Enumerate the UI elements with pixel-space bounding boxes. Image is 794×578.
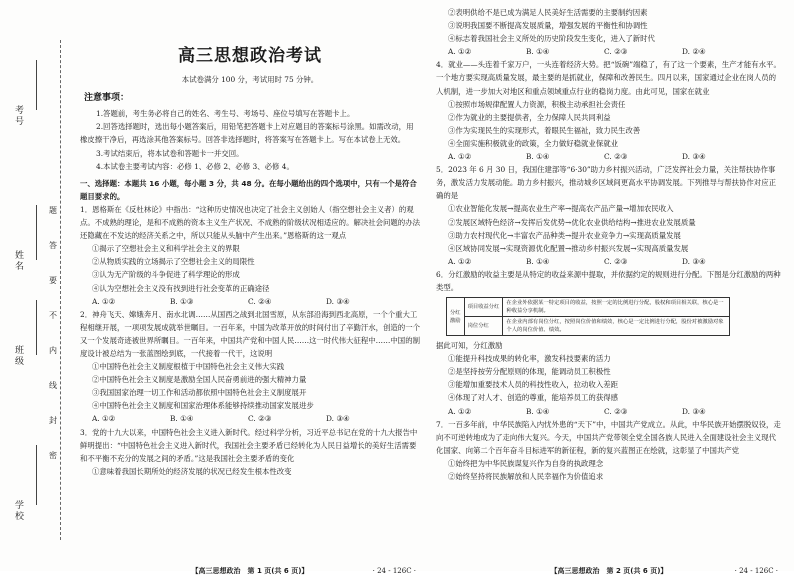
- seal-char-2: 要: [49, 276, 57, 285]
- q1-stem: 1．恩格斯在《反杜林论》中指出：“这种历史情况也决定了社会主义创始人（指空想社会主义者）的观点。不成熟的理论，是和不成熟的资本主义生产状况、不成熟的阶级状况相适应的。解决社会问题的办法还隐藏在不发达的经济关系之中，所以只能从头脑中产生出来。”恩格斯的这一观点: [80, 204, 420, 241]
- q5-ans-d: D. ③④: [682, 256, 706, 266]
- q2-stem: 2．神舟飞天、嫦娥奔月、南水北调……从国西之战到北国雪原，从东部沿海到西北高原，一个个重大工程相继开展，一项项发展成就举世瞩目。一百年来，中国为改革开放的时间付出了辛勤汗水，创造的一个又一个发展奇迹被世界所瞩目。一百年来，中国共产党和中国人民……这一时代伟大征程中……中国的制度设计被总结为一张蓝图绘到底，一代接着一代干，这说明: [80, 309, 420, 358]
- q3-opt-1: ①意味着我国长期所处的经济发展的状况已经发生根本性改变: [92, 466, 292, 476]
- right-footer-page: 【高三思想政治 第 2 页(共 6 页)】: [550, 567, 668, 575]
- q2-opt-3: ③我国国家治理一切工作和活动都依照中国特色社会主义制度展开: [92, 388, 307, 398]
- q6-row1-type: 项目收益分红: [464, 298, 503, 317]
- q6-row2-type: 岗位分红: [464, 317, 503, 336]
- q2-opt-2: ②中国特色社会主义制度是激励全国人民奋勇前进的强大精神力量: [92, 375, 307, 385]
- q3-opt-2: ②表明供给不是已成为满足人民美好生活需要的主要制约因素: [448, 8, 648, 17]
- q3-answers: [436, 45, 782, 58]
- q2-opt-4: ④中国特色社会主义制度和国家治理体系能够持续推动国家发展进步: [92, 401, 314, 411]
- q4-opt-2: ②作为就业的主要提供者，全力保障人民共同利益: [448, 112, 611, 122]
- q6-question: 据此可知，分红激励: [436, 341, 503, 351]
- q5-ans-c: C. ②③: [604, 256, 628, 266]
- q6-table-root: 分红 激励: [447, 298, 465, 336]
- seal-char-0: 题: [49, 206, 57, 215]
- q1-opt-4: ④认为空想社会主义没有找到进行社会变革的正确途径: [92, 283, 270, 293]
- q1-opt-2: ②从物质实践的立场揭示了空想社会主义的局限性: [92, 257, 255, 267]
- q5-stem: 5．2023 年 6 月 30 日，我国住建部等“6·30”助力乡村振兴活动，广泛发挥社会力量，关注帮扶协作事务，激发活力发展动能。助力乡村振兴，推动城乡区域间更高水平协调发展。下列推导与帮扶协作对应正确的是: [436, 165, 776, 201]
- q4-opt-3: ③作为实现民生的实现形式，着眼民生福祉，致力民生改善: [448, 125, 641, 135]
- q5-opt-3: ③助力农村现代化→丰富农产品种类→提升农业竞争力→实现高质量发展: [448, 230, 681, 240]
- label-kaohao: 考号: [13, 105, 23, 127]
- q5-answers: [436, 255, 782, 268]
- kaohao-line: [36, 60, 37, 110]
- left-column: [80, 0, 420, 575]
- q1-answers: [80, 295, 420, 308]
- q5-opt-4: ④区域协同发展→实现资源优化配置→推动乡村振兴发展→实现高质量发展: [448, 243, 689, 253]
- q6-ans-a: A. ①②: [448, 406, 472, 416]
- right-footer-code: · 24 - 126C ·: [734, 567, 778, 575]
- binding-strip: [0, 0, 70, 571]
- notice-3: 3.考试结束后，将本试卷和答题卡一并交回。: [96, 148, 244, 158]
- seal-char-1: 答: [49, 241, 57, 250]
- notice-4: 4.本试卷主要考试内容：必修 1、必修 2、必修 3、必修 4。: [96, 161, 294, 171]
- q3-ans-a: A. ①②: [448, 47, 472, 57]
- q4-ans-a: A. ①②: [448, 152, 472, 162]
- q3-ans-d: D. ②④: [682, 47, 706, 57]
- q6-ans-b: B. ①④: [526, 406, 550, 416]
- q2-opt-1: ①中国特色社会主义制度根植于中国特色社会主义伟大实践: [92, 362, 285, 372]
- q3-stem: 3．党的十九大以来，中国特色社会主义进入新时代。经过科学分析，习近平总书记在党的十九大报告中鲜明提出：“中国特色社会主义进入新时代，我国社会主要矛盾已经转化为人民日益增长的美好生活需要和不平衡不充分的发展之间的矛盾。”这是我国社会主要矛盾的变化: [80, 427, 418, 463]
- exam-meta: 本试卷满分 100 分，考试用时 75 分钟。: [181, 75, 319, 85]
- label-xuexiao: 学校: [13, 500, 23, 522]
- banji-line: [36, 300, 37, 355]
- xuexiao-line: [36, 445, 37, 505]
- seal-dashline: [60, 40, 61, 540]
- seal-char-4: 内: [49, 346, 57, 355]
- q2-ans-b: B. ①④: [170, 414, 194, 424]
- q5-opt-1: ①农业智能化发展→提高农业生产率→提高农产品产量→增加农民收入: [448, 204, 674, 214]
- seal-char-3: 不: [49, 311, 57, 320]
- left-footer-code: · 24 - 126C ·: [372, 567, 416, 575]
- q3-opt-3: ③说明我国要不断提高发展质量，增强发展的平衡性和协调性: [448, 21, 648, 31]
- q2-ans-a: A. ①②: [92, 414, 116, 424]
- q4-opt-4: ④全面实施积极就业的政策，全力做好稳就业保就业: [448, 138, 618, 148]
- seal-char-6: 封: [49, 416, 57, 425]
- q5-ans-a: A. ①②: [448, 256, 472, 266]
- q6-opt-2: ②是坚持按劳分配原则的体现，能调动员工积极性: [448, 367, 611, 377]
- notice-heading: 注意事项：: [84, 93, 130, 104]
- label-banji: 班级: [13, 345, 23, 367]
- q4-ans-c: C. ②③: [604, 152, 628, 162]
- q6-dividend-table: [446, 297, 730, 336]
- notice-1: 1.答题前，考生务必将自己的姓名、考生号、考场号、座位号填写在答题卡上。: [96, 109, 355, 119]
- q3-ans-c: C. ②③: [604, 47, 628, 57]
- q3-ans-b: B. ①④: [526, 47, 550, 57]
- q6-row1-desc: 在企业外依据某一特定项目的收益，按照一定的比例进行分配，股权和项目相关联，核心是一种收益分享机制。: [503, 298, 730, 317]
- q2-ans-d: D. ③④: [326, 414, 350, 424]
- q1-ans-a: A. ①②: [92, 296, 116, 306]
- xingming-line: [36, 205, 37, 260]
- q6-opt-4: ④体现了对人才、创造的尊重，能培养员工的获得感: [448, 393, 618, 403]
- q4-answers: [436, 150, 782, 163]
- q1-opt-1: ①揭示了空想社会主义和科学社会主义的界限: [92, 244, 240, 254]
- q7-stem: 7．一百多年前，中华民族陷入内忧外患的“天下”中，中国共产党成立。从此，中华民族开始摆脱奴役，走向不可逆转地成为了走向伟大复兴。今天，中国共产党带领全党全国各族人民进入全面建设社会主义现代化国家、向第二个百年奋斗目标进军的新征程，新的复兴蓝图正在绘就，这彰显了中国共产党: [436, 419, 781, 455]
- q6-stem: 6．分红激励的收益主要是从特定的收益来源中提取，并依据约定的规则进行分配。下图是分红激励的两种类型。: [436, 269, 781, 292]
- q6-opt-3: ③能增加重要技术人员的科技性收入，拉动收入差距: [448, 380, 618, 390]
- q7-opt-2: ②始终坚持将民族解放和人民幸福作为价值追求: [448, 472, 604, 481]
- q3-opt-4: ④标志着我国社会主义所处的历史阶段发生变化，进入了新时代: [448, 34, 655, 44]
- q5-ans-b: B. ①④: [526, 256, 550, 266]
- seal-char-7: 密: [49, 451, 57, 460]
- label-xingming: 姓名: [13, 250, 23, 272]
- q4-ans-d: D. ③④: [682, 152, 706, 162]
- q6-ans-d: D. ③④: [682, 406, 706, 416]
- seal-char-5: 线: [49, 381, 57, 390]
- q6-opt-1: ①能提升科技成果的转化率，激发科技要素的活力: [448, 354, 611, 364]
- q7-opt-1: ①始终把为中华民族谋复兴作为自身的执政理念: [448, 458, 604, 468]
- q4-stem: 4．就业——头连着千家万户，一头连着经济大势。把“饭碗”端稳了，有了这一个要素，生产才能有水平。一个地方要实现高质量发展，最主要的是抓就业，保障和改善民生。四月以来，国家通过企业在岗人员的人机制，进一步加大对地区和重点领域重点行业的稳岗力度。由此可见，国家在就业: [436, 60, 781, 96]
- section-1-heading: 一、选择题：本题共 16 小题，每小题 3 分，共 48 分。在每小题给出的四个选项中，只有一个是符合题目要求的。: [80, 178, 417, 201]
- left-footer-page: 【高三思想政治 第 1 页(共 6 页)】: [191, 567, 309, 575]
- q1-ans-b: B. ①③: [170, 296, 194, 306]
- q2-ans-c: C. ②③: [248, 414, 272, 424]
- q2-answers: [80, 412, 420, 425]
- notice-2: 2.回答选择题时，选出每小题答案后，用铅笔把答题卡上对应题目的答案标号涂黑。如需改动，用橡皮擦干净后，再选涂其他答案标号。回答非选择题时，将答案写在答题卡上。写在本试卷上无效。: [80, 122, 414, 145]
- q4-ans-b: B. ①④: [526, 152, 550, 162]
- q6-row2-desc: 在企业内部有岗位分红，按照岗位价值和绩效，核心是一定比例进行分配，股份对被激励对象个人的岗位价值、绩效。: [503, 317, 730, 336]
- right-column: [436, 0, 782, 575]
- q6-answers: [436, 405, 782, 418]
- q1-ans-c: C. ②④: [248, 296, 272, 306]
- q1-ans-d: D. ③④: [326, 296, 350, 306]
- q5-opt-2: ②发展区域特色经济→发挥后发优势→优化农业供给结构→推进农业发展质量: [448, 217, 696, 227]
- q4-opt-1: ①按照市场规律配置人力资源，积极主动承担社会责任: [448, 99, 626, 109]
- q1-opt-3: ③认为无产阶级的斗争促进了科学理论的形成: [92, 270, 240, 280]
- q6-ans-c: C. ②③: [604, 406, 628, 416]
- exam-title: 高三思想政治考试: [178, 46, 322, 66]
